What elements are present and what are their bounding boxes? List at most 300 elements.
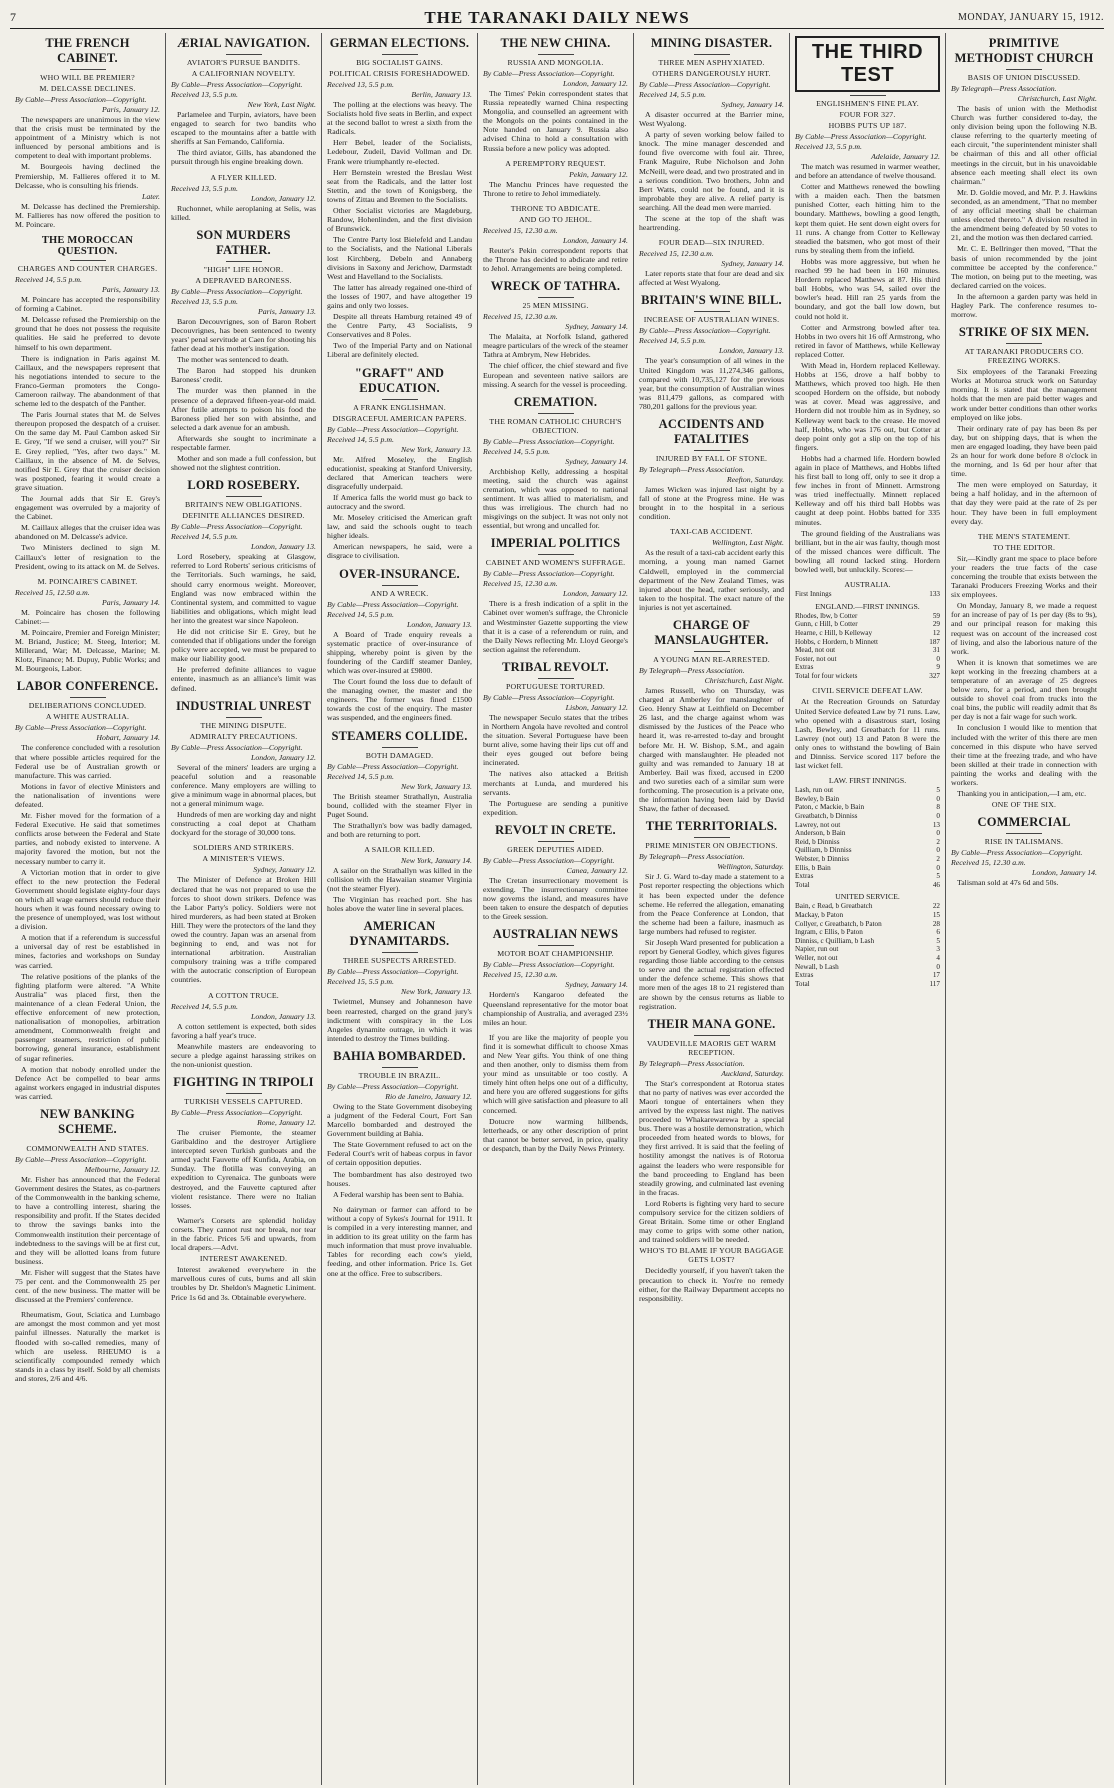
dateline: Received 15, 12.50 a.m. [15,587,90,597]
article-paragraph: Six employees of the Taranaki Freezing Works at Moturoa struck work on Saturday morning. It is stated that the management holds that the men are paid better wages and work under better conditions than other works employed on like jobs. [951,367,1097,422]
news-column [946,33,1102,1785]
score-table [795,902,940,988]
score-entry: Bain, c Read, b Greatbatch [795,902,873,911]
headline-rule [226,496,262,497]
dateline: London, January 12. [251,752,316,762]
dateline: Wellington, Last Night. [711,538,784,548]
article-paragraph: The Journal adds that Sir E. Grey's engagement was overruled by a majority of the Cabinet. [15,494,160,522]
sub-headline: VAUDEVILLE MAORIS GET WARM RECEPTION. [646,1038,777,1057]
score-value: 0 [936,812,940,820]
score-entry: Mackay, b Paton [795,910,844,919]
score-value: 0 [936,962,940,971]
headline-rule [226,261,262,262]
article-headline: BRITAIN'S WINE BILL. [641,293,782,308]
score-table-title: AUSTRALIA. [844,580,891,590]
news-column [634,33,790,1785]
dateline: Wellington, Saturday. [717,862,784,872]
article-paragraph: As the result of a taxi-cab accident early this morning, a young man named Garnet Caldwell, employed in the commercial department of the New Zealand Times, was injured about the head, rather seriously, and taken to the hospital. The exact nature of the injuries is not yet ascertained. [639,548,784,612]
article [483,927,628,1026]
article-paragraph: Motions in favor of elective Ministers and the nationalisation of inventions were defeated. [15,781,160,809]
sub-headline: WHO WILL BE PREMIER? [40,73,135,82]
article-headline: THEIR MANA GONE. [647,1016,776,1031]
table-row [795,838,940,847]
score-table [795,786,940,889]
article-paragraph: M. Poincaire has chosen the following Cabinet:— [15,607,160,626]
article-headline: OVER-INSURANCE. [339,566,460,581]
article-paragraph: A cotton settlement is expected, both sides favoring a half year's truce. [171,1021,316,1040]
article [171,1216,316,1302]
score-value: 5 [936,786,940,795]
score-value: 22 [932,902,940,911]
dateline: By Cable—Press Association—Copyright. [483,960,615,970]
dateline: Received 13, 5.5 p.m. [327,80,394,89]
article [171,173,316,222]
sub-headline: MOTOR BOAT CHAMPIONSHIP. [497,949,614,959]
article-paragraph: With Mead in, Hordern replaced Kelleway. Hobbs at 156, drove a half bobby to Matthews, which proved too high. He then scooped Hordern on the offside, but nobody was at cover. Mead was aggressive, and Hordern did not trouble him as in Sydney, so Kelleway went back to the crease. He moved half, Hobbs, who was 176 out, but Cotter at deep point only got a slip on the top of his fingers. [795,360,940,452]
article-paragraph: If you are like the majority of people you find it is somewhat difficult to choose Xmas and New Year gifts. You think of one thing and then another, only to dismiss them from your mind as unsuitable or too costly. A timely hint often helps one out of a difficulty, and here you are offered suggestions for gifts which will give satisfaction and pleasure to all concerned. [483,1032,628,1115]
article [639,36,784,232]
dateline: By Telegraph—Press Association. [951,84,1057,93]
article-headline: GERMAN ELECTIONS. [329,36,470,50]
dateline: Sydney, January 14. [565,322,628,332]
dateline: New York, January 13. [401,444,472,454]
article-paragraph: Hundreds of men are working day and night constructing a coal depot at Chatham dockyard for the storage of 30,000 tons. [171,810,316,838]
article-paragraph: M. Caillaux alleges that the cruiser idea was abandoned on M. Delcasse's advice. [15,523,160,542]
sub-headline: A DEPRAVED BARONESS. [195,275,292,285]
table-row [795,663,940,672]
sub-headline: DELIBERATIONS CONCLUDED. [28,701,147,711]
score-entry: Extras [795,971,814,980]
sub-headline: AND A WRECK. [370,588,429,598]
article [639,238,784,287]
news-column [10,33,166,1785]
article-paragraph: The basis of union with the Methodist Church was further considered to-day, the only division being upon the following N.B. clause referring to the quarterly meeting of each circuit, "the superintendent minister shall be chairman of this and all other official meetings in the circuit, but in his unavoidable absence each meeting shall elect its own chairman." [951,104,1097,186]
article [483,395,628,531]
score-entry: Ingram, c Ellis, b Paton [795,928,863,937]
article [795,580,940,680]
dateline: By Telegraph—Press Association. [639,1058,745,1068]
score-entry: Napier, run out [795,945,839,954]
article [327,366,472,561]
sub-headline: AND GO TO JEHOL. [518,214,593,224]
news-column [478,33,634,1785]
headline-rule [226,54,262,55]
dateline: By Cable—Press Association—Copyright. [327,761,459,771]
headline-rule [70,1140,106,1141]
score-value: 0 [936,654,940,663]
dateline: London, January 13. [719,346,784,356]
dateline: Received 14, 5.5 p.m. [171,1001,238,1011]
article-paragraph: The latter has already regained one-third of the losses of 1907, and have altogether 19 gains and only two losses. [327,282,472,310]
dateline: Received 14, 5.5 p.m. [327,434,394,444]
article-paragraph: In the afternoon a garden party was held in Hagley Park. The conference resumes to-morrow. [951,291,1097,320]
article [327,919,472,1042]
dateline: By Telegraph—Press Association. [639,852,745,862]
article-paragraph: Reuter's Pekin correspondent reports that the Throne has decided to abdicate and retire to Jehol. Arrangements are being completed. [483,245,628,274]
article-headline: AMERICAN DYNAMITARDS. [349,919,450,949]
headline-rule [382,747,418,748]
sub-headline: RUSSIA AND MONGOLIA. [507,58,604,67]
news-column [790,33,946,1785]
dateline: Melbourne, January 12. [84,1164,160,1174]
article-paragraph: Mr. Fisher will suggest that the States have 75 per cent. and the Commonwealth 25 per cent. of the new business. The matter will be discussed at the Premiers' conference. [15,1267,160,1305]
article-paragraph: Mr. C. E. Bellringer then moved, "That the basis of union recommended by the joint committee be accepted by the conference." The motion, on being put to the meeting, was declared carried on the voices. [951,244,1097,290]
score-entry: Weller, not out [795,953,838,962]
score-entry: Extras [795,663,814,672]
issue-date: MONDAY, JANUARY 15, 1912. [957,12,1104,23]
dateline: By Cable—Press Association—Copyright. [639,326,771,336]
dateline: By Cable—Press Association—Copyright. [171,522,303,532]
score-table-title: ENGLAND.—FIRST INNINGS. [815,601,920,611]
score-value: 133 [929,590,940,599]
article-paragraph: A Board of Trade enquiry reveals a systematic practice of over-insurance of shipping, whereby point is given by the foundering of the Cardiff steamer Danley, which was over-insured at £9800. [327,629,472,675]
score-entry: Rhodes, lbw, b Cotter [795,611,858,620]
sub-headline: A FLYER KILLED. [210,172,277,182]
article-paragraph: Talisman sold at 47s 6d and 50s. [957,878,1059,888]
article-paragraph: The mother was sentenced to death. [177,355,289,365]
table-row [795,971,940,980]
dateline: Received 15, 12.30 a.m. [483,312,558,322]
score-value: 17 [932,971,940,980]
article-headline: FIGHTING IN TRIPOLI [173,1075,314,1089]
score-entry: Extras [795,872,814,881]
article-headline: CHARGE OF MANSLAUGHTER. [654,618,769,647]
table-row [795,821,940,830]
dateline: By Cable—Press Association—Copyright. [15,723,147,733]
headline-rule [1006,69,1042,70]
dateline: London, January 12. [563,589,628,599]
article-paragraph: Mother and son made a full confession, but showed not the slightest contrition. [171,454,316,473]
article-paragraph: The match was resumed in warmer weather, and before an attendance of twelve thousand. [795,162,940,181]
sub-headline: BASIS OF UNION DISCUSSED. [967,73,1081,82]
article-paragraph: Thanking you in anticipation,—I am, etc. [957,789,1087,799]
article-paragraph: Hobbs was more aggressive, but when he reached 99 he had been in 160 minutes. Hordern replaced Matthews at 87. His third ball Hobbs, who was 54, sailed over the bowler's head. Hill ran 25 yards from the boundary, and got the ball low down, but could not hold it. [795,256,940,321]
table-row [795,881,940,890]
article-paragraph: M. Poincaire, Premier and Foreign Minister; M. Briand, Justice; M. Steeg, Interior; M. Millerand, War; M. Delcasse, Marine; M. Klotz, Finance; M. Dupuy, Public Works; and M. Bourgeois, Labor. [15,627,160,674]
dateline: Sydney, January 14. [721,100,784,109]
article-headline: LABOR CONFERENCE. [16,679,159,694]
article-paragraph: The ground fielding of the Australians was brilliant, but in the air was faulty, though most of the missed chances were difficult. The bowling all round lacked sting. Hordern bowled well, but unluckily. Scores:— [795,528,940,575]
article-paragraph: Mr. D. Goldie moved, and Mr. P. J. Hawkins seconded, as an amendment, "That no member of any official meeting shall be chairman unless elected thereto." A division resulted in the amendment being defeated by 50 votes to 21, and the motion was then declared carried. [951,187,1097,243]
dateline: Received 15, 12.30 a.m. [483,225,558,235]
dateline: New York, January 13. [401,781,472,791]
article-paragraph: The murder was then planned in the presence of a depraved fifteen-year-old maid. After futile attempts to poison his food the Baroness plied her son with absinthe, and selected a dark avenue for an ambush. [171,386,316,432]
dateline: Sydney, January 14. [721,259,784,269]
sub-headline: PORTUGUESE TORTURED. [506,681,605,691]
score-table [795,612,940,681]
dateline: Christchurch, Last Night. [704,676,784,685]
sub-headline: M. POINCAIRE'S CABINET. [37,576,138,586]
article-paragraph: M. Delcasse refused the Premiership on the ground that he does not possess the requisite qualities. He said he preferred to devote himself to his own department. [15,315,160,352]
article-paragraph: The polling at the elections was heavy. The Socialists hold five seats in Berlin, and expect at the second ballot to wrest a sixth from the Radicals. [327,100,472,137]
headline-rule [694,651,730,652]
sub-headline: 25 MEN MISSING. [522,301,589,311]
article-paragraph: A Federal warship has been sent to Bahia. [333,1189,464,1199]
dateline: Received 14, 5.5 p.m. [15,275,82,285]
sub-headline: CHARGES AND COUNTER CHARGES. [17,264,158,274]
article [639,293,784,411]
sub-headline: THREE MEN ASPHYXIATED. [658,58,765,67]
article-paragraph: There is indignation in Paris against M. Caillaux, and the newspapers represent that his negotiations intended to secure to the Franco-German promoters the Congo-Cameroon railway. The abandonment of that scheme led to the despatch of the Panther. [15,353,160,409]
table-row [795,795,940,804]
article-paragraph: The Centre Party lost Bielefeld and Landau to the Socialists, and the National Liberals lost Kirchberg, Debeln and Annaberg divisions in Saxony and Jerichow, Darmstadt West and Havelland to the Socialists. [327,235,472,281]
score-value: 0 [936,846,940,855]
score-value: 0 [936,829,940,838]
dateline: By Cable—Press Association—Copyright. [327,424,459,434]
score-value: 29 [932,620,940,629]
headline-rule [538,413,574,414]
headline-rule [694,450,730,451]
article-paragraph: Several of the miners' leaders are urging a peaceful solution and a reasonable conference. Many employers are willing to give a minimum wage in abnormal places, but not a general minimum wage. [171,762,316,809]
table-row [795,829,940,838]
score-entry: Collyer, c Greatbatch, b Paton [795,919,882,928]
article-headline: ACCIDENTS AND FATALITIES [658,416,765,446]
sub-headline: A WHITE AUSTRALIA. [45,712,130,722]
score-entry: Lash, run out [795,786,834,795]
article-paragraph: The newspapers are unanimous in the view that the crisis must be terminated by the appointment of a Ministry which is not influenced by personal ambitions and is competent to deal with important problems. [15,115,160,161]
table-row [795,954,940,963]
article [15,36,160,229]
headline-rule [694,837,730,838]
score-entry: Webster, b Dinniss [795,854,850,863]
dateline: By Cable—Press Association—Copyright. [171,742,303,752]
article-headline: NEW BANKING SCHEME. [40,1106,135,1136]
article-headline: AUSTRALIAN NEWS [492,927,619,942]
score-entry: Paton, c Mackie, b Bain [795,803,865,812]
dateline: By Cable—Press Association—Copyright. [15,1154,147,1164]
headline-rule [694,311,730,312]
article-paragraph: The State Government refused to act on the Federal Court's writ of habeas corpus in favor of certain opposition deputies. [327,1140,472,1168]
sub-headline: TAXI-CAB ACCIDENT. [670,527,753,537]
sub-headline: CIVIL SERVICE DEFEAT LAW. [812,686,923,696]
dateline: Paris, January 13. [101,285,160,295]
article-paragraph: Later reports state that four are dead and six affected at West Wyalong. [639,269,784,288]
article [171,478,316,692]
article-paragraph: The scene at the top of the shaft was heartrending. [639,214,784,233]
headline-rule [226,717,262,718]
dateline: By Telegraph—Press Association. [639,464,745,474]
article-paragraph: Archbishop Kelly, addressing a hospital meeting, said the church was against cremation, which was opposed to national sentiment. It was allied to materialism, and thus was irreligious. The church had no misgivings on the subject. It was not only not essential, but wrong and uncalled for. [483,466,628,531]
sub-headline: WHO'S TO BLAME IF YOUR BAGGAGE GETS LOST? [639,1246,784,1265]
article-paragraph: The year's consumption of all wines in the United Kingdom was 11,274,346 gallons, compared with 10,735,127 for the previous year, but the consumption of Australian wines was 811,479 gallons, as compared with 780,201 gallons for the previous year. [639,356,784,411]
article-paragraph: M. Poincare has accepted the responsibility of forming a Cabinet. [15,295,160,314]
article-paragraph: Afterwards she sought to incriminate a respectable farmer. [171,433,316,452]
sub-headline: POLITICAL CRISIS FORESHADOWED. [329,69,470,78]
article-paragraph: Cotter and Armstrong bowled after tea. Hobbs in two overs hit 16 off Armstrong, who retired in favor of Matthews, while Kelleway replaced Cotter. [795,322,940,359]
article-paragraph: The newspaper Seculo states that the tribes in Northern Angola have revolted and control the situation. Several Portuguese have been burnt alive, some having their lips cut off and their eyes gouged out before being incinerated. [483,712,628,768]
article [483,823,628,921]
score-value: 13 [932,820,940,829]
article-headline: THE FRENCH CABINET. [45,36,130,65]
table-row [795,872,940,881]
sub-headline: THE MINING DISPUTE. [200,720,287,730]
article-paragraph: If America falls the world must go back to autocracy and the sword. [327,492,472,511]
article [951,532,1097,809]
headline-rule [382,952,418,953]
score-value: 28 [932,919,940,928]
table-row [795,655,940,664]
score-entry: Dinniss, c Quilliam, b Lash [795,936,875,945]
dateline: Sydney, January 14. [565,456,628,466]
score-entry: Reid, b Dinniss [795,837,840,846]
score-entry: Hearne, c Hill, b Kelleway [795,628,873,637]
columns-container [10,33,1104,1785]
sub-headline: COMMONWEALTH AND STATES. [26,1143,149,1153]
article-paragraph: James Russell, who on Thursday, was charged at Amberley for manslaughter of Geo. Henry Shaw at Leithfield on December 26 last, and the charge against whom was dismissed by the Justices of the Peace who heard it, was re-arrested to-day and brought before Mr. H. W. Bishop, S.M., and again charged with manslaughter. He pleaded not guilty and was remanded to January 18 at Amberley. Bail was fixed, accused in £200 and two sureties each of a similar sum were forthcoming. The prosecution is a private one, the information having been laid by David Shaw, the father of deceased. [639,686,784,814]
article-paragraph: The chief officer, the chief steward and five European and seventeen native sailors are missing. A search for the vessel is proceeding. [483,361,628,389]
dateline: Hobart, January 14. [96,733,160,743]
article-headline: PRIMITIVE METHODIST CHURCH [954,36,1094,65]
score-value: 5 [936,936,940,945]
dateline: New York, January 13. [401,987,472,997]
article-headline: THE NEW CHINA. [500,36,611,50]
dateline: Auckland, Saturday. [721,1068,784,1078]
dateline: By Cable—Press Association—Copyright. [483,436,615,446]
article-paragraph: A sailor on the Strathallyn was killed in the collision with the Hawaiian steamer Virginia (not the steamer Flyer). [327,865,472,894]
article-headline: SON MURDERS FATHER. [196,227,291,257]
article [483,536,628,654]
news-column [322,33,478,1785]
article-paragraph: At the Recreation Grounds on Saturday United Service defeated Law by 71 runs. Law, who opened with a disastrous start, losing Lash, Bewley, and Greatbatch for 11 runs. Lawrey (not out) 13 and Paton 8 were the only ones to withstand the bowling of Bain and Dinniss. Service scored 117 before the last wicket fell. [795,697,940,771]
dateline: By Cable—Press Association—Copyright. [327,599,459,609]
article [327,845,472,913]
article-headline: STRIKE OF SIX MEN. [958,325,1090,340]
table-row [795,812,940,821]
dateline: Later. [142,191,160,201]
score-entry: Bewley, b Bain [795,794,840,803]
sub-headline: INJURED BY FALL OF STONE. [655,453,768,463]
dateline: By Cable—Press Association—Copyright. [483,692,615,702]
article-paragraph: American newspapers, he said, were a disgrace to civilisation. [327,542,472,561]
dateline: London, January 14. [1032,868,1097,878]
article-paragraph: There is a fresh indication of a split in the Cabinet over women's suffrage, the Chronicle and Westminster Gazette supporting the view that it is a case of a referendum or ruin, and the Daily News reflecting Mr. Lloyd George's section against the referendum. [483,599,628,654]
score-entry: Total for four wickets [795,671,858,680]
score-value: 3 [936,945,940,954]
article-paragraph: The cruiser Piemonte, the steamer Garibaldino and the destroyer Artigliere intercepted seven Turkish gunboats and the armed yacht Fauvette off Kunfida, Arabia, on Sunday. The flotilla was conveying an expedition to Cyrenaica. The gunboats were destroyed, and the Fauvette captured after violent resistance. There were no Italian losses. [171,1128,316,1210]
article-paragraph: Sir Joseph Ward presented for publication a report by General Godley, which gives figures regarding those liable according to the census to serve and the actual registration effected under the defence scheme. This shows that more men of the ages 18 to 21 registered than are shown by the census returns as liable to registration. [639,937,784,1011]
article-headline: "GRAFT" AND EDUCATION. [354,365,445,395]
table-row [795,672,940,681]
article-headline: REVOLT IN CRETE. [495,822,616,837]
score-value: 15 [932,910,940,919]
sub-headline: AVIATOR'S PURSUE BANDITS. [186,58,301,67]
article-paragraph: Parlamelee and Turpin, aviators, have been engaged to search for two bandits who escaped to the mountains after a battle with sheriffs at San Fernando, California. [171,110,316,147]
dateline: London, January 13. [251,542,316,552]
table-row [795,937,940,946]
table-row [795,980,940,989]
article-paragraph: Meanwhile masters are endeavoring to secure a pledge against harassing strikes on the non-unionist question. [171,1041,316,1069]
article [15,679,160,1101]
article [327,729,472,839]
dateline: Paris, January 13. [257,306,316,316]
article-paragraph: Lord Rosebery, speaking at Glasgow, referred to Lord Roberts' serious criticisms of the Territorials. Such warnings, he said, should carry enormous weight. Moreover, England was now embraced within the Continental system, and committed to vague liabilities and obligations, which might lead her into the greatest war since Napoleon. [171,552,316,625]
article-paragraph: Twietmel, Munsey and Johanneson have been rearrested, charged on the grand jury's indictment with conspiracy in the Los Angeles dynamite outrage, in which it was intended to destroy the Times building. [327,997,472,1043]
table-row [795,803,940,812]
dateline: Received 13, 5.5 p.m. [795,142,862,151]
dateline: Received 15, 12.30 a.m. [639,249,714,259]
article [171,1075,316,1210]
masthead [10,6,1104,29]
score-value: 0 [936,863,940,872]
sub-headline: CABINET AND WOMEN'S SUFFRAGE. [485,558,626,568]
score-entry: Quilliam, b Dinniss [795,846,852,855]
headline-rule [382,585,418,586]
headline-rule [70,697,106,698]
article [795,776,940,988]
score-value: 4 [936,953,940,962]
score-entry: Newall, b Lash [795,962,839,971]
dateline: Received 15, 12.30 a.m. [483,970,558,980]
article [15,577,160,674]
sub-headline: INCREASE OF AUSTRALIAN WINES. [643,315,780,325]
dateline: London, January 12. [563,79,628,88]
table-row [795,620,940,629]
article-headline: STEAMERS COLLIDE. [331,728,468,743]
article-paragraph: A party of seven working below failed to knock. The mine manager descended and found five overcome with foul air. Three, Frank Maguire, Rube Nicholson and John McNeill, were dead, and two prostrated and in a serious condition. Two brothers, John and Bert Watts, could not be found, and it is improbable they are alive. A relief party is searching. All the dead men were married. [639,130,784,212]
headline-rule [70,260,106,261]
dateline: Berlin, January 13. [411,90,472,99]
article-headline: INDUSTRIAL UNREST [175,698,312,713]
table-row [795,864,940,873]
article-paragraph: Mr. Alfred Moseley, the English educationist, speaking at Stanford University, declared that American teachers were disgracefully underpaid. [327,454,472,491]
article-paragraph: No dairyman or farmer can afford to be without a copy of Sykes's Journal for 1911. It is compiled in a very interesting manner, and in addition to its great utility on the farm has much information that must prove invaluable. Tables for recording each cow's yield, feeding, and other information. Price 1s. Get one at the office. Free to subscribers. [327,1204,472,1278]
article [327,567,472,723]
score-entry: Ellis, b Bain [795,863,831,872]
sub-headline: DEFINITE ALLIANCES DESIRED. [182,511,305,521]
article-paragraph: Herr Bebel, leader of the Socialists, Ledebour, Zudeil, David Vollman and Dr. Frank were triumphantly re-elected. [327,138,472,166]
article-paragraph: A Victorian motion that in order to give effect to the new protection the Federal Government should legislate eighty-four days on which all wage earners should reduce their hours when it was found necessary owing to the presence of unemployed, was lost without a division. [15,867,160,932]
dateline: By Telegraph—Press Association. [639,666,745,675]
article [639,1017,784,1303]
sub-headline: BRITAIN'S NEW OBLIGATIONS. [185,500,302,510]
article [171,699,316,838]
score-entry: Gunn, c Hill, b Cotter [795,620,858,629]
sub-headline: TURKISH VESSELS CAPTURED. [184,1097,303,1106]
table-row [795,911,940,920]
article-paragraph: The natives also attacked a British merchants at Lunda, and murdered his servants. [483,769,628,797]
article [639,527,784,612]
dateline: By Cable—Press Association—Copyright. [483,69,615,78]
score-entry: Total [795,979,810,988]
score-entry: First Innings [795,590,832,599]
article-paragraph: Sir,—Kindly grant me space to place before your readers the true facts of the case concerning the trouble that exists between the Taranaki Producers Freezing Works and their six employees. [951,553,1097,600]
table-row [795,928,940,937]
dateline: Received 14, 5.5 p.m. [639,90,706,99]
table-row [795,945,940,954]
sub-headline: A PEREMPTORY REQUEST. [505,158,606,168]
score-entry: Greatbatch, b Dinniss [795,812,858,820]
score-entry: Total [795,880,810,889]
dateline: By Cable—Press Association—Copyright. [639,80,771,89]
dateline: London, January 14. [563,235,628,245]
sub-headline: PRIME MINISTER ON OBJECTIONS. [645,841,778,851]
sub-headline: TO THE EDITOR. [992,542,1056,552]
score-value: 46 [932,880,940,889]
dateline: Christchurch, Last Night. [1017,94,1097,103]
article-paragraph: The conference concluded with a resolution that where possible articles required for the Federal use be of Australian growth or manufacture. This was carried. [15,743,160,780]
sub-headline: INTEREST AWAKENED. [199,1254,288,1264]
score-value: 327 [929,671,940,680]
dateline: By Cable—Press Association—Copyright. [15,95,147,104]
score-table [795,590,940,599]
score-entry: Mead, not out [795,646,836,655]
article-paragraph: Mr. Fisher has announced that the Federal Government desires the States, as co-partners of the Commonwealth in the banking scheme, to have a controlling interest, sharing the responsibility and profit. If the States decided to throw the savings banks into the Commonwealth institution their percentage of indebtedness to the savings will be at first cut, and they will be allotted loans from future business. [15,1174,160,1266]
dateline: By Cable—Press Association—Copyright. [795,132,927,141]
score-value: 6 [936,928,940,937]
article [951,36,1097,319]
article [15,235,160,571]
dateline: London, January 13. [407,619,472,629]
